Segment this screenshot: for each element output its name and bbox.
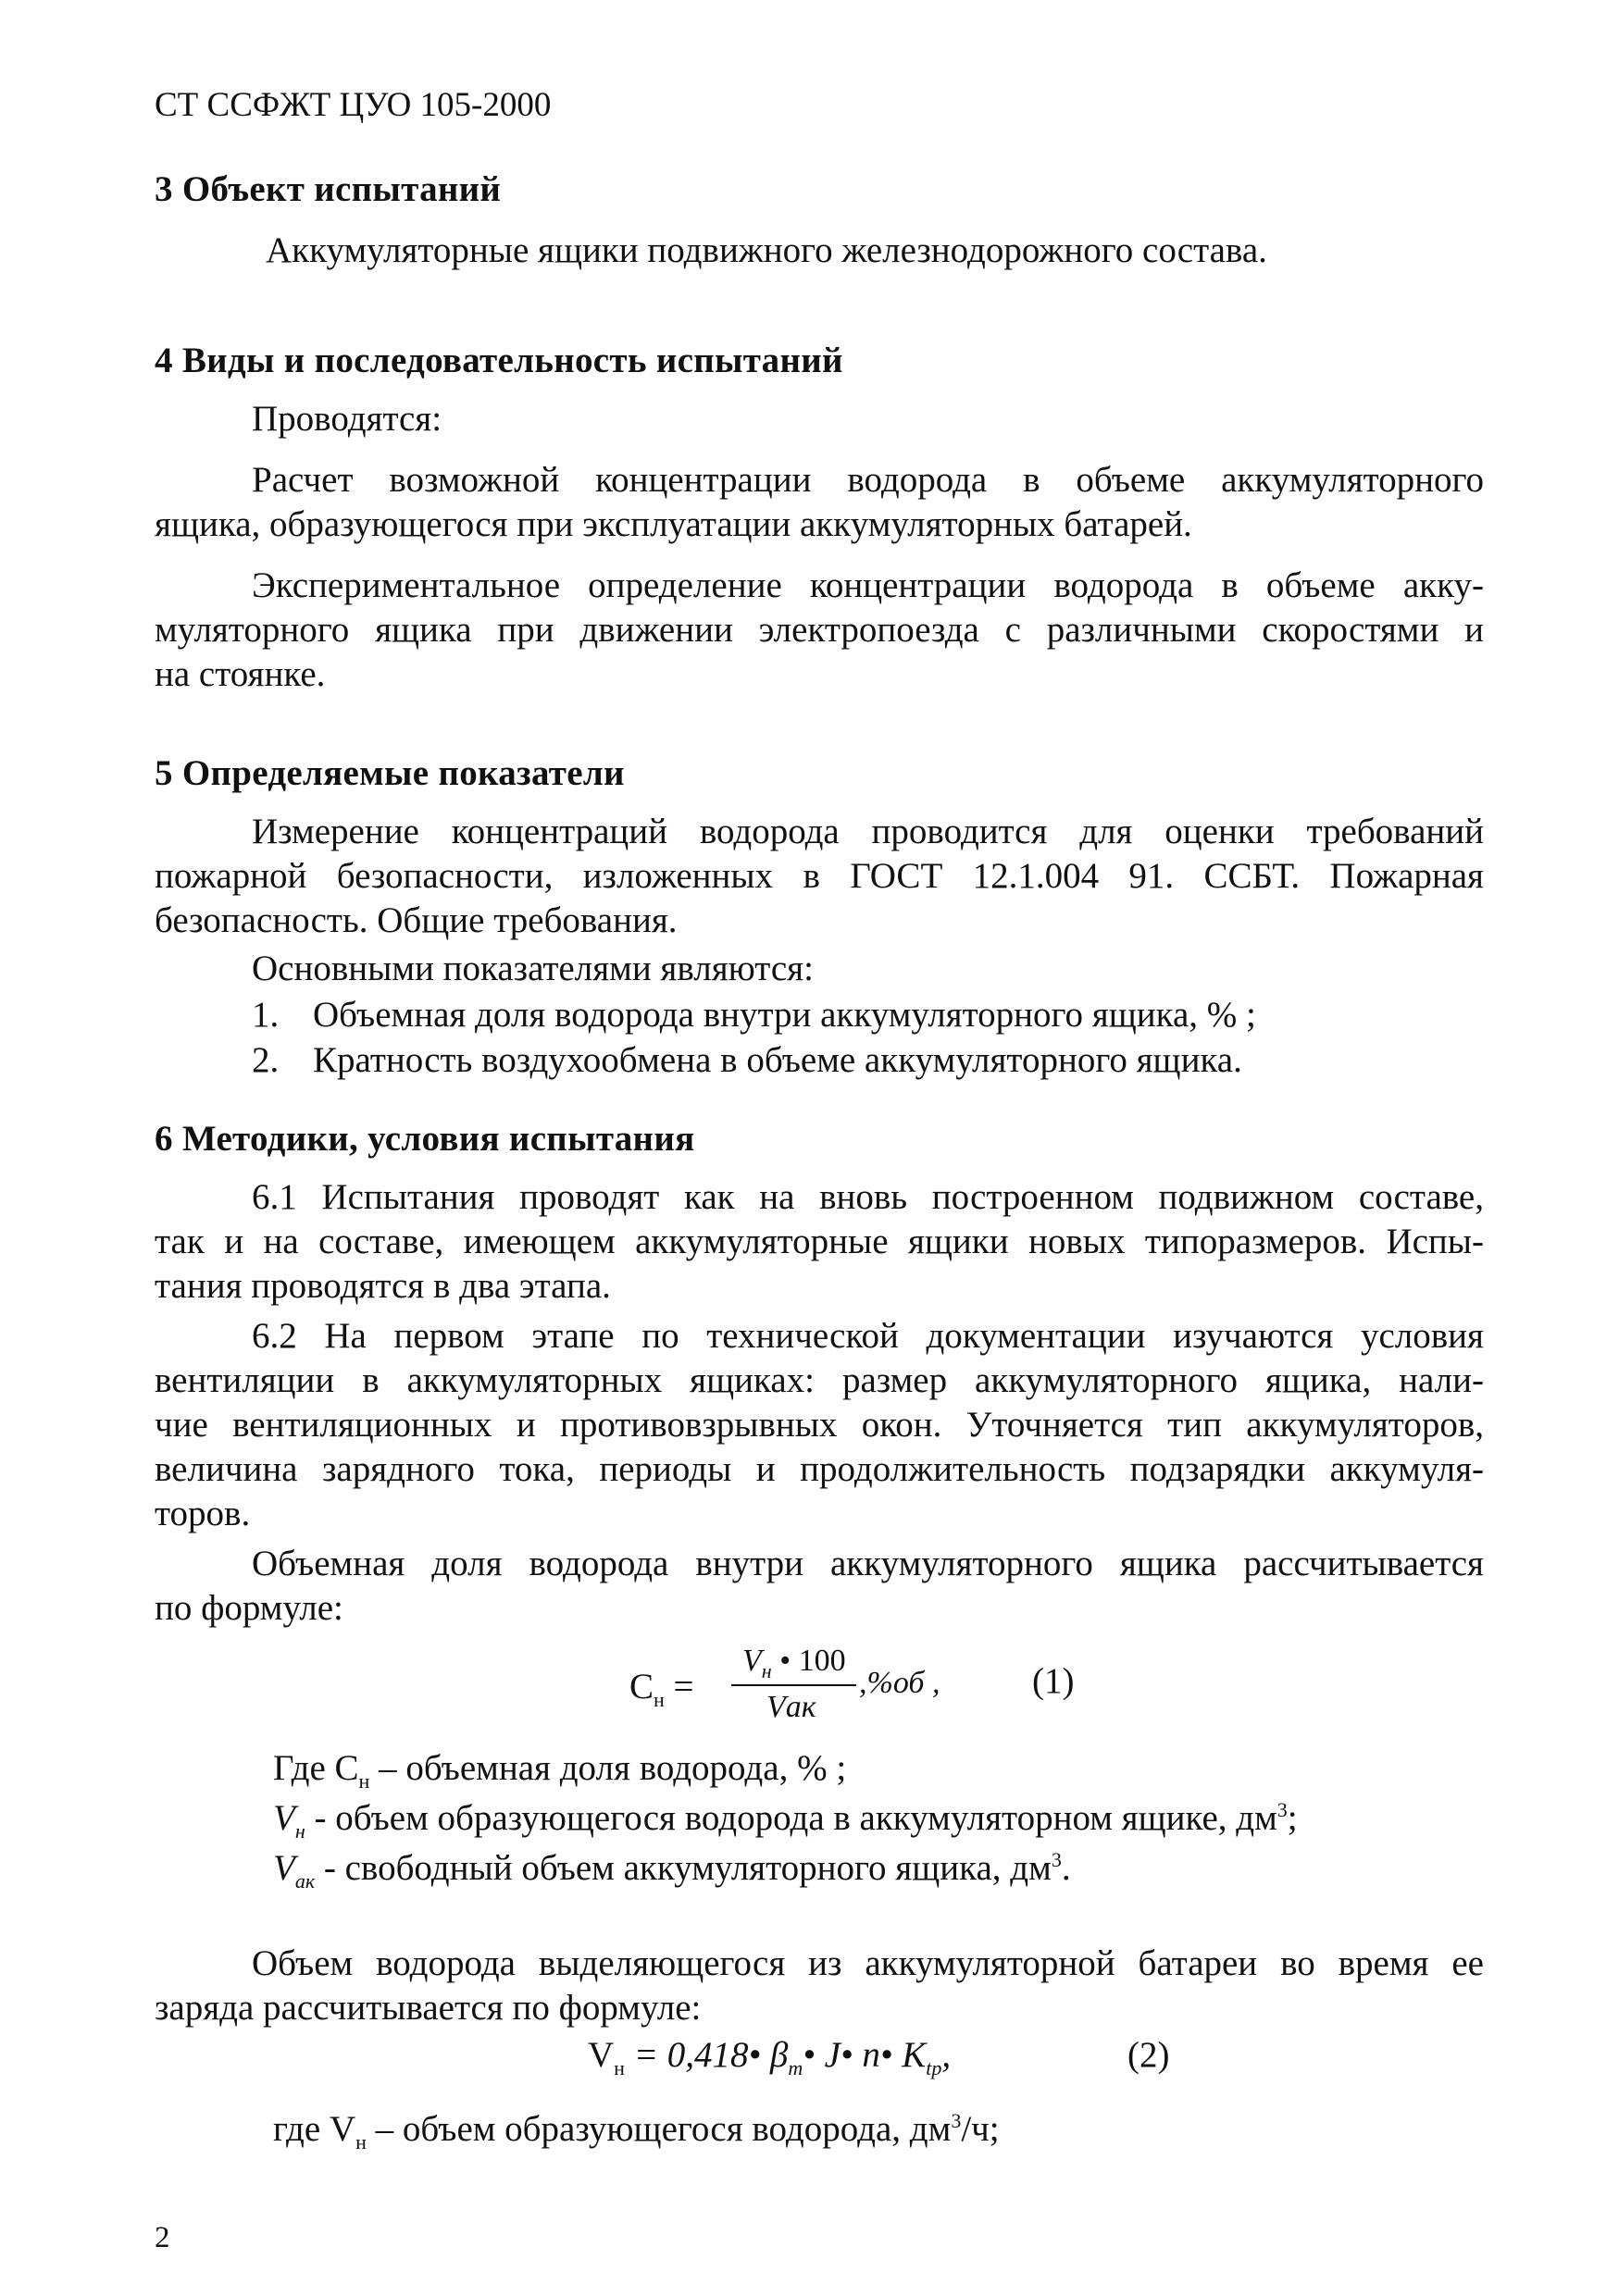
text-line: заряда рассчитывается по формуле: [155, 1988, 702, 2028]
text-line: Расчет возможной концентрации водорода в объеме аккумуляторного [252, 460, 1484, 500]
list-item-number: 2. [252, 1040, 280, 1080]
text-line: 6.1 Испытания проводят как на вновь построенном подвижном составе, [252, 1177, 1484, 1217]
section-4-intro: Проводятся: [252, 399, 442, 439]
formula-2 [588, 2034, 951, 2080]
formula-2-lhs: V [588, 2035, 615, 2075]
legend-text: . [1061, 1848, 1071, 1888]
section-3-paragraph: Аккумуляторные ящики подвижного железнодорожного состава. [266, 230, 1267, 270]
list-item-text: Объемная доля водорода внутри аккумуляторного ящика, % ; [313, 995, 1256, 1035]
text-line: Измерение концентраций водорода проводится для оценки требований [252, 812, 1484, 851]
formula-2-beta-sub: т [788, 2055, 803, 2079]
legend-text: - объем образующегося водорода в аккумуляторном ящике, дм [305, 1798, 1277, 1838]
section-3-title: 3 Объект испытаний [155, 169, 502, 209]
formula-1-fraction [731, 1644, 856, 1727]
legend-text: - свободный объем аккумуляторного ящика, дм [315, 1848, 1052, 1888]
numerator-rest: • 100 [771, 1644, 846, 1678]
formula-1-numerator [742, 1644, 846, 1683]
text-line: чие вентиляционных и противовзрывных окон. Уточняется тип аккумуляторов, [155, 1405, 1484, 1445]
text-line: Объемная доля водорода внутри аккумуляторного ящика рассчитывается [252, 1544, 1484, 1583]
clause-6-1 [155, 1175, 1484, 1309]
formula-2-end: , [941, 2035, 952, 2075]
text-line: по формуле: [155, 1588, 343, 1628]
legend-sup: 3 [1051, 1848, 1062, 1871]
formula-2-rhs: = 0,418• β [624, 2035, 789, 2075]
legend-text: Где С [273, 1748, 359, 1788]
page-number: 2 [155, 2221, 170, 2254]
clause-6-2 [155, 1314, 1484, 1536]
text-line: пожарной безопасности, изложенных в ГОСТ 12.1.004 91. ССБТ. Пожарная [155, 856, 1484, 896]
text-line: на стоянке. [155, 654, 326, 694]
legend-symbol: V [273, 1848, 295, 1888]
section-5-title: 5 Определяемые показатели [155, 753, 625, 793]
text-line: ящика, образующегося при эксплуатации аккумуляторных батарей. [155, 504, 1192, 544]
numerator-sub: н [761, 1658, 772, 1682]
legend-sup: 3 [951, 2109, 962, 2132]
legend-text: ; [1287, 1798, 1298, 1838]
fraction-bar [731, 1684, 856, 1686]
legend-text: – объемная доля водорода, % ; [369, 1748, 847, 1788]
list-item-text: Кратность воздухообмена в объеме аккумуляторного ящика. [313, 1040, 1242, 1080]
legend-text: /ч; [961, 2109, 1000, 2149]
legend-sub: н [358, 1769, 370, 1793]
legend-line-c [273, 1747, 846, 1793]
section-4-title: 4 Виды и последовательность испытаний [155, 341, 843, 380]
list-item [252, 994, 1256, 1036]
section-4-paragraph-1 [155, 458, 1484, 547]
legend-line-vh [273, 1797, 1298, 1843]
formula-2-label: (2) [1127, 2035, 1170, 2075]
text-line: так и на составе, имеющем аккумуляторные ящики новых типоразмеров. Испы- [155, 1222, 1484, 1261]
text-line: 6.2 На первом этапе по технической документации изучаются условия [252, 1316, 1484, 1356]
legend-text: – объем образующегося водорода, дм [366, 2109, 952, 2149]
legend-sup: 3 [1277, 1798, 1288, 1821]
text-line: вентиляции в аккумуляторных ящиках: размер аккумуляторного ящика, нали- [155, 1360, 1484, 1400]
text-line: тания проводятся в два этапа. [155, 1266, 611, 1306]
legend-sub: ак [294, 1868, 316, 1893]
formula-1-intro [155, 1542, 1484, 1631]
text-line: торов. [155, 1494, 251, 1533]
text-line: Экспериментальное определение концентрации водорода в объеме акку- [252, 565, 1484, 605]
formula-2-k-sub: tp [926, 2055, 942, 2079]
list-item [252, 1039, 1242, 1081]
numerator-v: V [742, 1644, 762, 1678]
formula-2-intro [155, 1942, 1484, 2030]
formula-1-lhs: С [629, 1667, 654, 1706]
text-line: величина зарядного тока, периоды и продолжительность подзарядки аккумуля- [155, 1449, 1484, 1489]
section-5-paragraph-1 [155, 810, 1484, 943]
formula-1-denominator: Vак [766, 1690, 816, 1724]
legend-line-vn [273, 2108, 1000, 2154]
text-line: муляторного ящика при движении электропоезда с различными скоростями и [155, 610, 1484, 650]
formula-2-lhs-sub: н [614, 2055, 625, 2079]
section-6-title: 6 Методики, условия испытания [155, 1119, 695, 1159]
formula-1 [629, 1666, 694, 1712]
legend-sub: н [355, 2129, 367, 2153]
legend-line-vak [273, 1847, 1071, 1893]
formula-1-tail: ,%об , [859, 1666, 940, 1700]
document-code-header: СТ ССФЖТ ЦУО 105-2000 [155, 86, 552, 124]
formula-1-label: (1) [1032, 1661, 1075, 1701]
legend-symbol: V [273, 1798, 295, 1838]
section-5-paragraph-2: Основными показателями являются: [252, 949, 814, 988]
legend-text: где V [273, 2109, 356, 2149]
formula-1-eq: = [673, 1667, 694, 1706]
formula-2-rest: • J• n• K [803, 2035, 927, 2075]
text-line: Объем водорода выделяющегося из аккумуляторной батареи во время ее [252, 1943, 1484, 1983]
legend-sub: н [294, 1818, 305, 1843]
text-line: безопасность. Общие требования. [155, 900, 678, 940]
list-item-number: 1. [252, 995, 280, 1035]
section-4-paragraph-2 [155, 564, 1484, 697]
formula-1-lhs-sub: н [654, 1687, 665, 1711]
